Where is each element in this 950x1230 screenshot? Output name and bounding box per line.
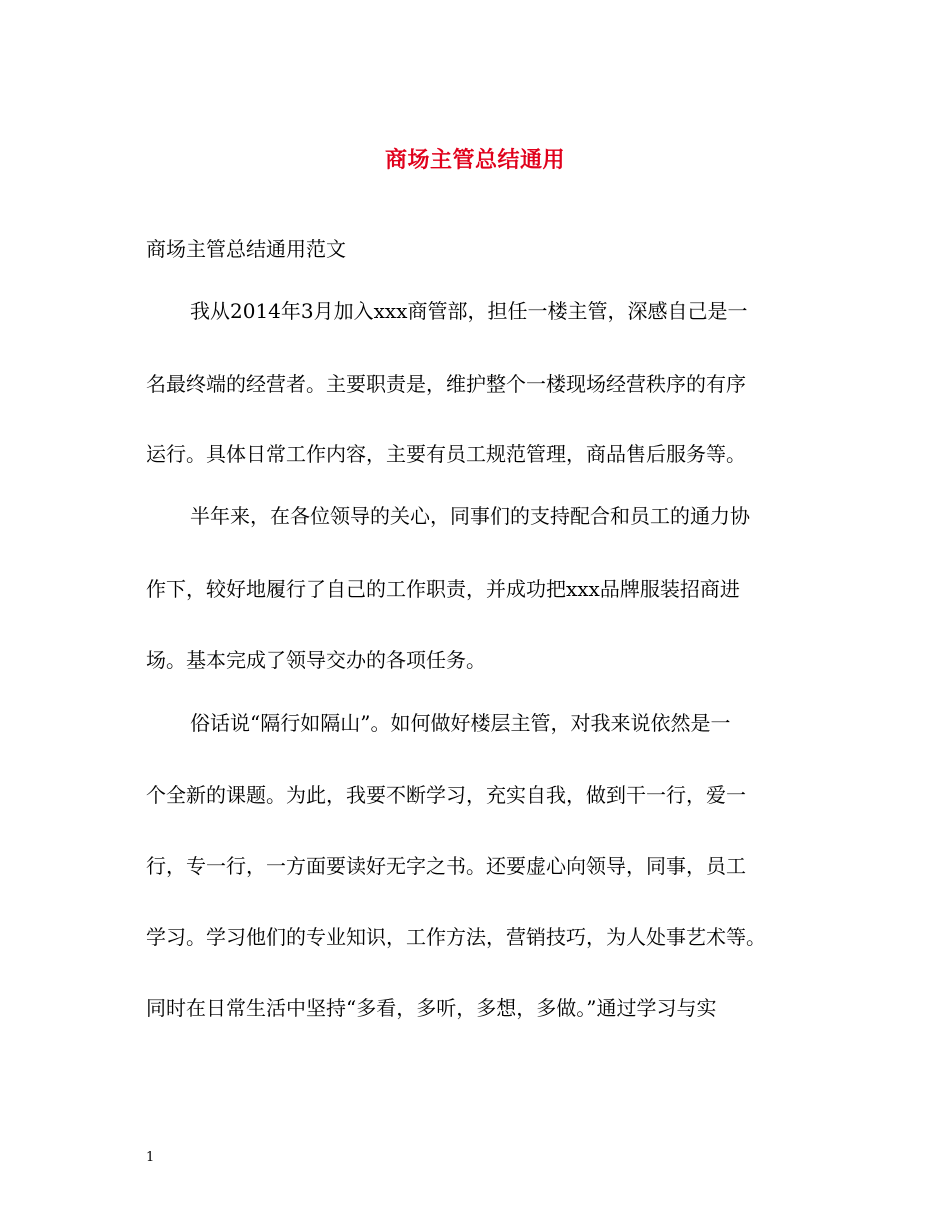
paragraph-line: 半年来，在各位领导的关心，同事们的支持配合和员工的通力协 xyxy=(190,504,750,528)
paragraph-line: 名最终端的经营者。主要职责是，维护整个一楼现场经营秩序的有序 xyxy=(146,372,746,396)
paragraph-line: 我从2014年3月加入xxx商管部，担任一楼主管，深感自己是一 xyxy=(190,299,748,323)
paragraph-line: 运行。具体日常工作内容，主要有员工规范管理，商品售后服务等。 xyxy=(146,442,746,466)
paragraph-line: 作下，较好地履行了自己的工作职责，并成功把xxx品牌服装招商进 xyxy=(146,577,740,601)
paragraph-line: 同时在日常生活中坚持“多看，多听，多想，多做。”通过学习与实 xyxy=(146,996,717,1020)
document-title: 商场主管总结通用 xyxy=(384,147,565,173)
paragraph-line: 俗话说“隔行如隔山”。如何做好楼层主管，对我来说依然是一 xyxy=(190,711,731,735)
paragraph-line: 学习。学习他们的专业知识，工作方法，营销技巧，为人处事艺术等。 xyxy=(146,925,766,949)
paragraph-line: 个全新的课题。为此，我要不断学习，充实自我，做到干一行，爱一 xyxy=(146,783,746,807)
paragraph-line: 行，专一行，一方面要读好无字之书。还要虚心向领导，同事，员工 xyxy=(146,854,746,878)
paragraph-line: 场。基本完成了领导交办的各项任务。 xyxy=(146,648,486,672)
document-subtitle: 商场主管总结通用范文 xyxy=(146,237,346,261)
page-number: 1 xyxy=(146,1150,155,1165)
